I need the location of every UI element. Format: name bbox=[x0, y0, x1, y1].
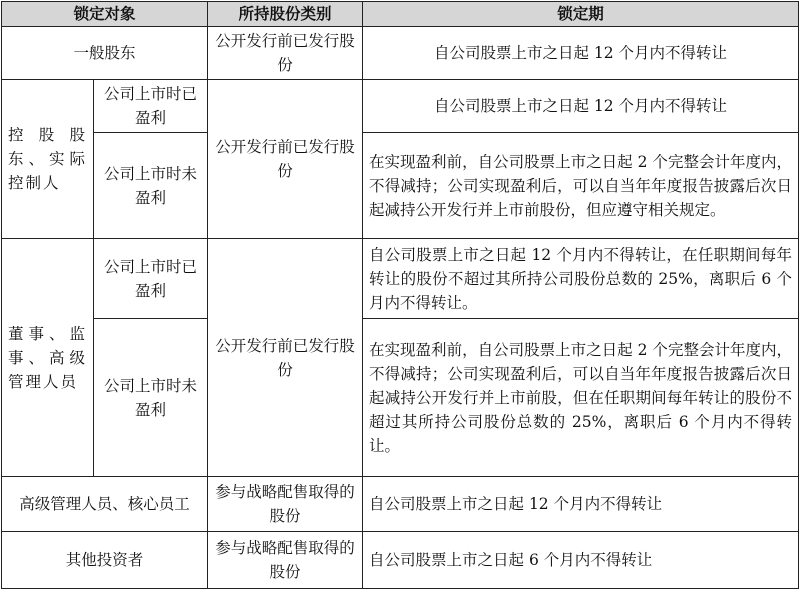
table-row bbox=[2, 477, 799, 532]
header-lock-object: 锁定对象 bbox=[2, 2, 208, 27]
category-cell: 参与战略配售取得的股份 bbox=[208, 477, 363, 532]
sub-profitable: 公司上市时已盈利 bbox=[94, 239, 208, 319]
period-cell: 在实现盈利前，自公司股票上市之日起 2 个完整会计年度内，不得减持；公司实现盈利后，可以自当年年度报告披露后次日起减持公开发行并上市前股份，但应遵守相关规定。 bbox=[363, 133, 799, 239]
period-cell: 自公司股票上市之日起 12 个月内不得转让 bbox=[363, 80, 799, 133]
object-general-shareholders: 一般股东 bbox=[2, 27, 208, 80]
table-row bbox=[2, 133, 799, 239]
lockup-table bbox=[1, 1, 799, 589]
header-share-category: 所持股份类别 bbox=[208, 2, 363, 27]
category-cell: 公开发行前已发行股份 bbox=[208, 27, 363, 80]
table-row bbox=[2, 319, 799, 477]
sub-unprofitable: 公司上市时未盈利 bbox=[94, 133, 208, 239]
table-row bbox=[2, 239, 799, 319]
period-cell: 自公司股票上市之日起 12 个月内不得转让 bbox=[363, 477, 799, 532]
period-cell: 在实现盈利前，自公司股票上市之日起 2 个完整会计年度内，不得减持；公司实现盈利后，可以自当年年度报告披露后次日起减持公开发行并上市前股，但在任职期间每年转让的股份不超过其所持公司股份总数的 25%，离职后 6 个月内不得转让。 bbox=[363, 319, 799, 477]
sub-unprofitable: 公司上市时未盈利 bbox=[94, 319, 208, 477]
table-row bbox=[2, 80, 799, 133]
header-row bbox=[2, 2, 799, 27]
period-cell: 自公司股票上市之日起 12 个月内不得转让 bbox=[363, 27, 799, 80]
period-cell: 自公司股票上市之日起 6 个月内不得转让 bbox=[363, 532, 799, 589]
group-controlling-shareholders: 控股股东、实际控制人 bbox=[2, 80, 94, 239]
table-row bbox=[2, 532, 799, 589]
period-cell: 自公司股票上市之日起 12 个月内不得转让，在任职期间每年转让的股份不超过其所持公司股份总数的 25%，离职后 6 个月内不得转让。 bbox=[363, 239, 799, 319]
category-cell: 公开发行前已发行股份 bbox=[208, 80, 363, 239]
object-senior-staff: 高级管理人员、核心员工 bbox=[2, 477, 208, 532]
object-other-investors: 其他投资者 bbox=[2, 532, 208, 589]
category-cell: 公开发行前已发行股份 bbox=[208, 239, 363, 477]
category-cell: 参与战略配售取得的股份 bbox=[208, 532, 363, 589]
header-lock-period: 锁定期 bbox=[363, 2, 799, 27]
table-row bbox=[2, 27, 799, 80]
group-directors-supervisors: 董事、监事、高级管理人员 bbox=[2, 239, 94, 477]
sub-profitable: 公司上市时已盈利 bbox=[94, 80, 208, 133]
